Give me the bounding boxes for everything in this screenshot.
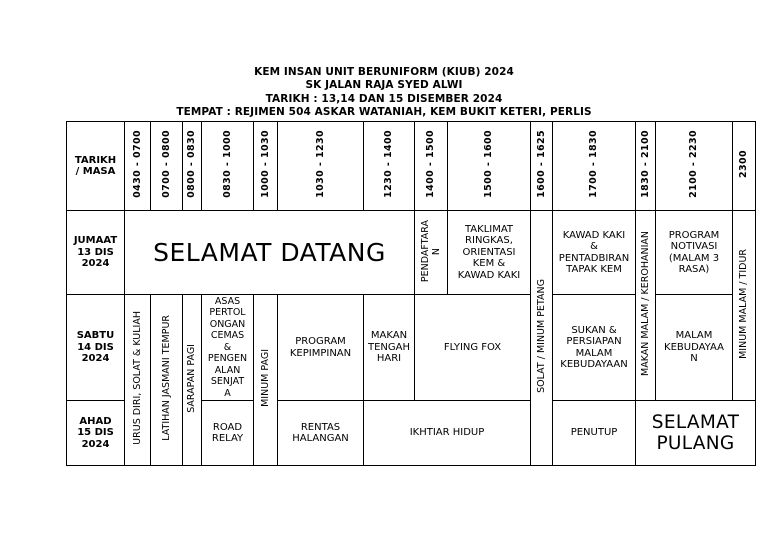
activity-cell: MALAM KEBUDAYAA N [656, 295, 733, 401]
day-row-jumaat [67, 211, 756, 295]
activity-cell: SUKAN & PERSIAPAN MALAM KEBUDAYAAN [553, 295, 636, 401]
time-slot: 1700 - 1830 [553, 122, 636, 211]
time-slot: 2300 [733, 122, 756, 211]
activity-cell: PROGRAM NOTIVASI (MALAM 3 RASA) [656, 211, 733, 295]
time-slot: 1030 - 1230 [278, 122, 364, 211]
time-slot: 0430 - 0700 [125, 122, 151, 211]
time-header-row [67, 122, 756, 211]
activity-cell: SARAPAN PAGI [183, 295, 202, 466]
activity-cell: PENDAFTARA N [415, 211, 448, 295]
day-label: JUMAAT 13 DIS 2024 [67, 211, 125, 295]
time-slot: 1500 - 1600 [448, 122, 531, 211]
document-header [0, 66, 768, 119]
activity-cell: RENTAS HALANGAN [278, 401, 364, 466]
day-label: SABTU 14 DIS 2024 [67, 295, 125, 401]
activity-cell: IKHTIAR HIDUP [364, 401, 531, 466]
activity-cell: MAKAN MALAM / KEROHANIAN [636, 211, 656, 401]
header-school: SK JALAN RAJA SYED ALWI [305, 79, 463, 92]
time-slot: 1230 - 1400 [364, 122, 415, 211]
corner-label: TARIKH / MASA [67, 122, 125, 211]
activity-cell: PENUTUP [553, 401, 636, 466]
time-slot: 1000 - 1030 [254, 122, 278, 211]
activity-cell: KAWAD KAKI & PENTADBIRAN TAPAK KEM [553, 211, 636, 295]
time-slot: 2100 - 2230 [656, 122, 733, 211]
header-date: TARIKH : 13,14 DAN 15 DISEMBER 2024 [265, 92, 503, 105]
activity-cell: MAKAN TENGAH HARI [364, 295, 415, 401]
activity-cell: PROGRAM KEPIMPINAN [278, 295, 364, 401]
activity-cell: ROAD RELAY [202, 401, 254, 466]
time-slot: 1400 - 1500 [415, 122, 448, 211]
activity-cell: TAKLIMAT RINGKAS, ORIENTASI KEM & KAWAD KAKI [448, 211, 531, 295]
activity-cell: LATIHAN JASMANI TEMPUR [151, 295, 183, 466]
day-label: AHAD 15 DIS 2024 [67, 401, 125, 466]
activity-cell: SELAMAT DATANG [125, 211, 415, 295]
time-slot: 0830 - 1000 [202, 122, 254, 211]
header-title: KEM INSAN UNIT BERUNIFORM (KIUB) 2024 [254, 66, 514, 78]
activity-cell: URUS DIRI, SOLAT & KULIAH [125, 295, 151, 466]
activity-cell: SOLAT / MINUM PETANG [531, 211, 553, 466]
time-slot: 0700 - 0800 [151, 122, 183, 211]
time-slot: 1600 - 1625 [531, 122, 553, 211]
activity-cell: MINUM PAGI [254, 295, 278, 466]
header-venue: TEMPAT : REJIMEN 504 ASKAR WATANIAH, KEM BUKIT KETERI, PERLIS [176, 105, 592, 118]
time-slot: 0800 - 0830 [183, 122, 202, 211]
time-slot: 1830 - 2100 [636, 122, 656, 211]
activity-cell: MINUM MALAM / TIDUR [733, 211, 756, 401]
schedule-table [66, 121, 756, 466]
activity-cell: SELAMAT PULANG [636, 401, 756, 466]
activity-cell: ASAS PERTOL ONGAN CEMAS & PENGEN ALAN SENJAT A [202, 295, 254, 401]
activity-cell: FLYING FOX [415, 295, 531, 401]
